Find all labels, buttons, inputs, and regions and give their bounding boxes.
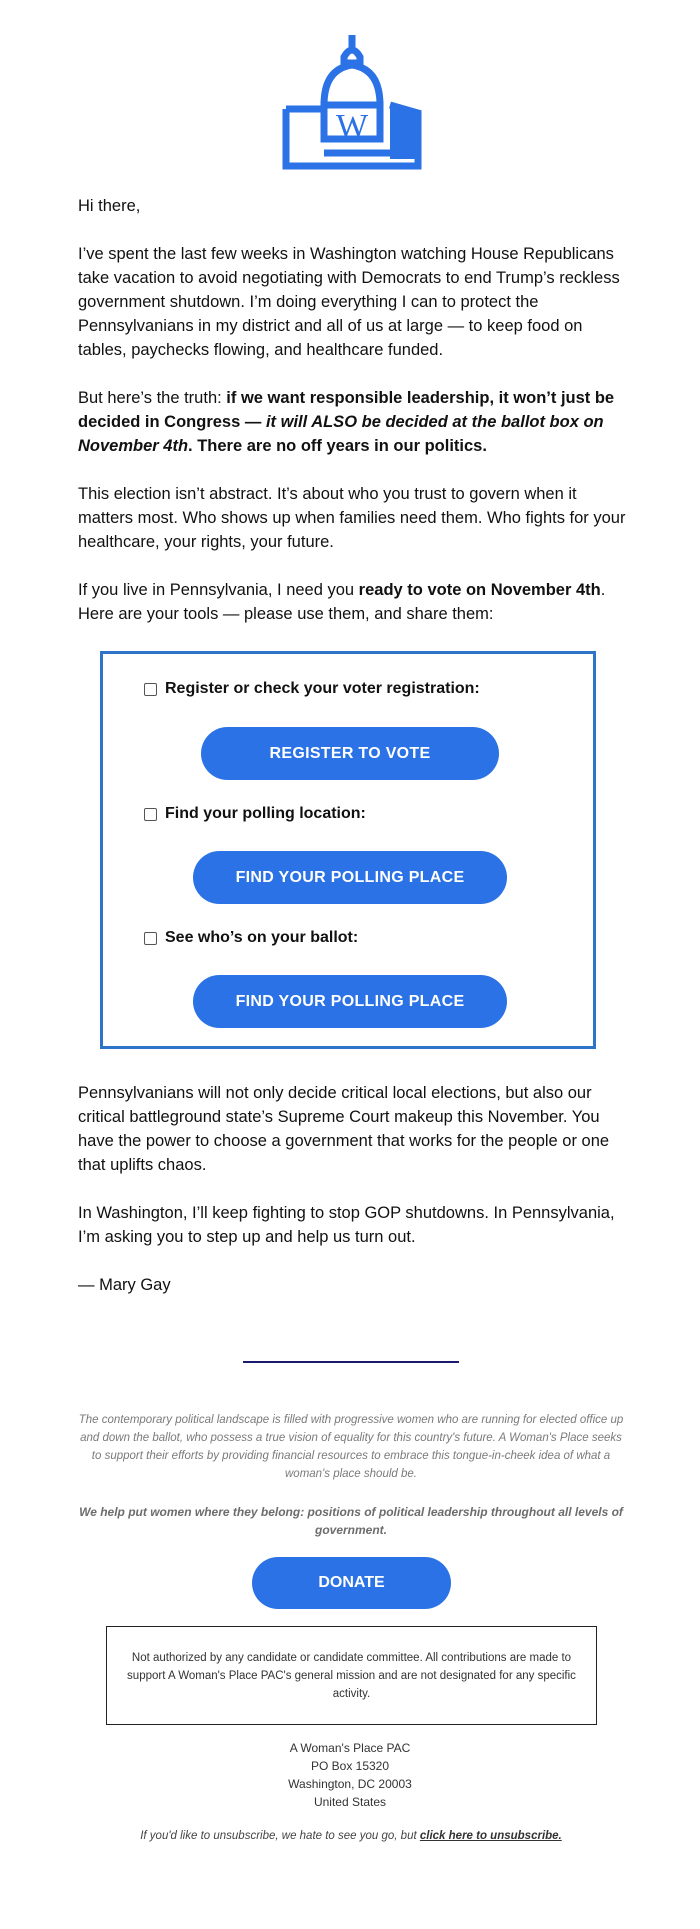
ballot-lookup-button[interactable]: FIND YOUR POLLING PLACE [193, 975, 507, 1028]
ballot-checkbox[interactable] [144, 932, 157, 945]
address-line: United States [313, 1795, 387, 1809]
logo-letter: W [335, 108, 369, 145]
paragraph-truth: But here’s the truth: if we want responsible leadership, it won’t just be decided in Congress — it will ALSO be decided at the ballot box on November 4th. There are no off years in our politics. [78, 389, 615, 455]
disclaimer-text: Not authorized by any candidate or candidate committee. All contributions are made to support A Woman's Place PAC's general mission and are not designated for any specific activity. [127, 1651, 576, 1700]
polling-label: Find your polling location: [165, 805, 366, 822]
unsubscribe-link[interactable]: click here to unsubscribe. [419, 1830, 562, 1842]
paragraph-tools: If you live in Pennsylvania, I need you ready to vote on November 4th. Here are your tools — please use them, and share them: [78, 581, 606, 623]
greeting: Hi there, [78, 197, 141, 215]
capitol-w-logo [282, 33, 422, 173]
address-line: A Woman's Place PAC [289, 1741, 411, 1755]
voter-tools-box [100, 651, 596, 1049]
tagline: We help put women where they belong: positions of political leadership throughout all levels of government. [79, 1505, 623, 1537]
signature: — Mary Gay [78, 1276, 171, 1294]
donate-button[interactable]: DONATE [252, 1557, 451, 1609]
register-to-vote-button[interactable]: REGISTER TO VOTE [201, 727, 499, 780]
register-checkbox[interactable] [144, 683, 157, 696]
find-polling-place-button[interactable]: FIND YOUR POLLING PLACE [193, 851, 507, 904]
polling-checkbox[interactable] [144, 808, 157, 821]
disclaimer-box [106, 1626, 597, 1725]
unsubscribe-line: If you'd like to unsubscribe, we hate to see you go, but click here to unsubscribe. [140, 1830, 562, 1842]
step-polling [144, 805, 366, 823]
step-ballot [144, 929, 358, 947]
step-register [144, 680, 480, 698]
paragraph-election: This election isn’t abstract. It’s about who you trust to govern when it matters most. Who shows up when families need them. Who fights for your healthcare, your rights, your future. [78, 485, 626, 551]
paragraph-turnout: In Washington, I’ll keep fighting to stop GOP shutdowns. In Pennsylvania, I’m asking you to step up and help us turn out. [78, 1204, 615, 1246]
paragraph-shutdown: I’ve spent the last few weeks in Washington watching House Republicans take vacation to avoid negotiating with Democrats to end Trump’s reckless government shutdown. I’m doing everything I can to protect the Pennsylvanians in my district and all of us at large — to keep food on tables, paychecks flowing, and healthcare funded. [78, 245, 620, 359]
address-line: PO Box 15320 [310, 1759, 390, 1773]
footer-divider [243, 1361, 459, 1363]
address-line: Washington, DC 20003 [288, 1777, 412, 1791]
mailing-address [200, 1739, 500, 1811]
paragraph-supreme-court: Pennsylvanians will not only decide critical local elections, but also our critical battleground state’s Supreme Court makeup this November. You have the power to choose a government that works for the people or one that uplifts chaos. [78, 1084, 610, 1174]
mission-statement: The contemporary political landscape is filled with progressive women who are running for elected office up and down the ballot, who possess a true vision of equality for this country's future. A Woman's Place seeks to support their efforts by providing financial resources to embrace this tongue-in-cheek idea of what a woman's place should be. [78, 1414, 624, 1480]
register-label: Register or check your voter registration: [165, 680, 480, 697]
ballot-label: See who’s on your ballot: [165, 929, 359, 946]
